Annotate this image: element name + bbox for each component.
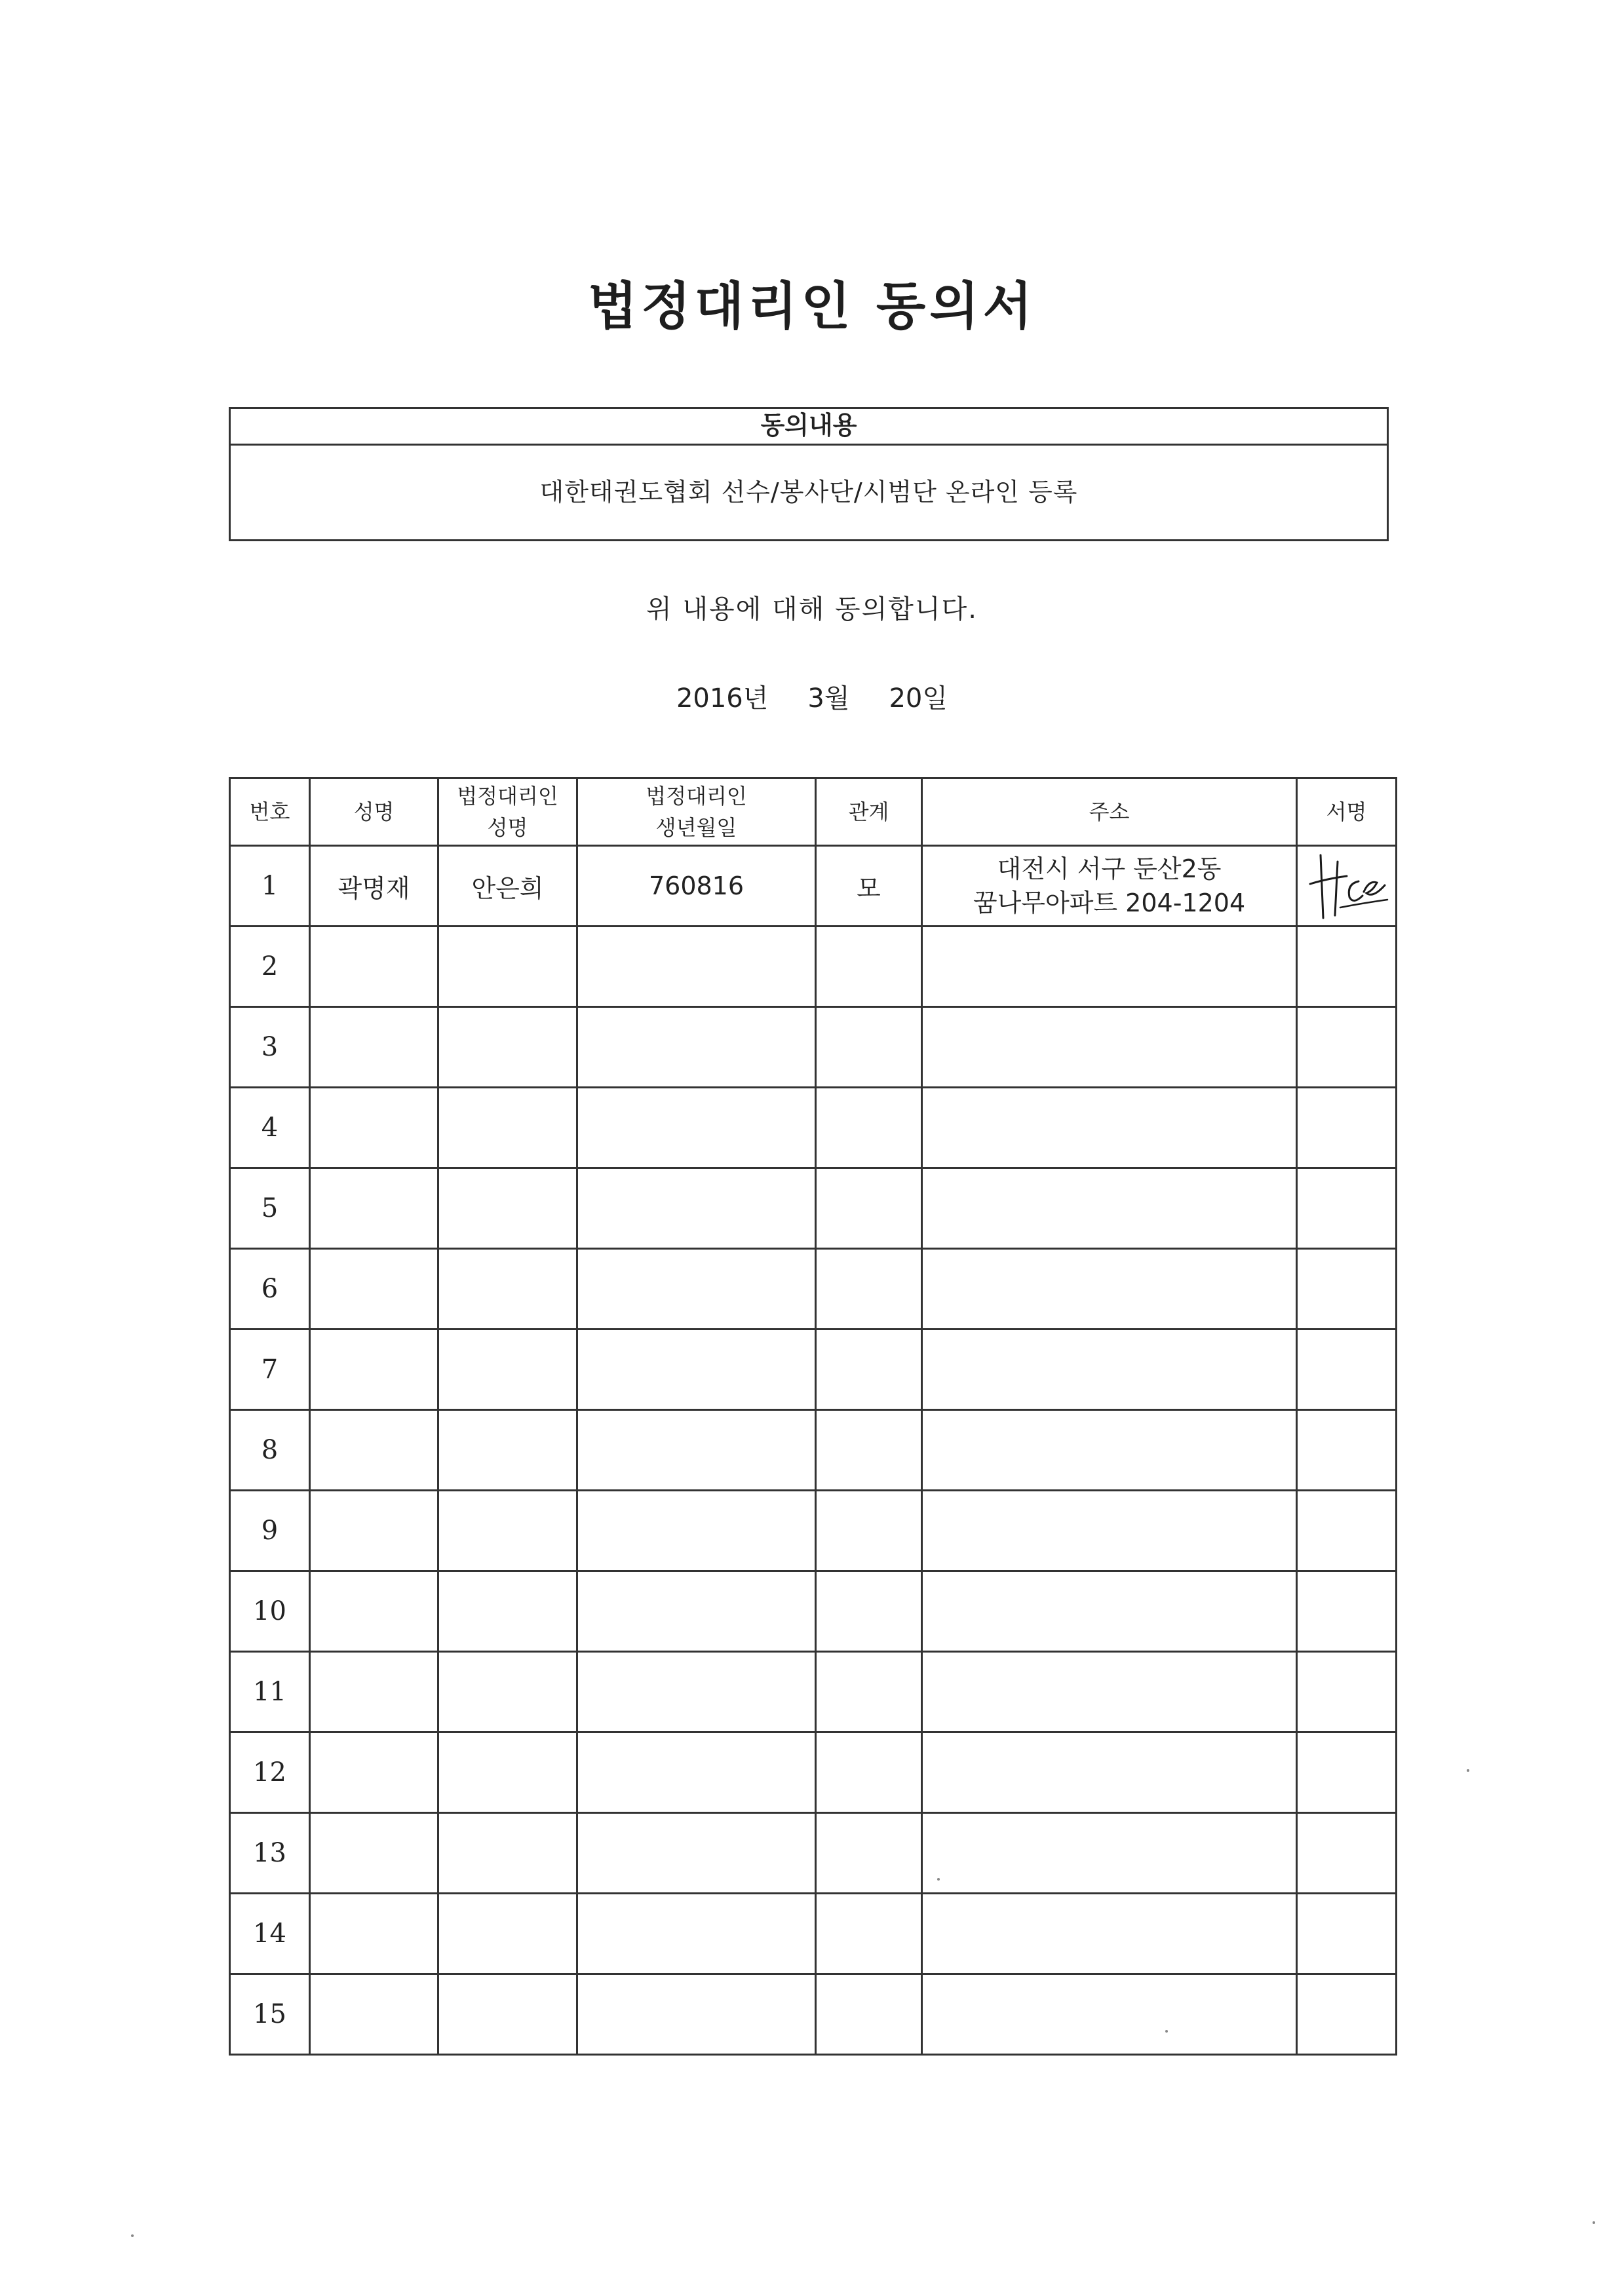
row-guardian-birth — [577, 1007, 816, 1088]
row-signature — [1297, 1330, 1397, 1410]
row-name — [310, 1249, 438, 1330]
row-signature — [1297, 1249, 1397, 1330]
row-relation: 모 — [816, 846, 922, 927]
row-address — [922, 1894, 1297, 1974]
row-name — [310, 1330, 438, 1410]
row-number: 4 — [230, 1088, 310, 1168]
row-relation — [816, 1168, 922, 1249]
row-number: 15 — [230, 1974, 310, 2055]
date-month: 3월 — [807, 683, 850, 714]
row-relation — [816, 1088, 922, 1168]
date-line — [0, 678, 1624, 715]
row-number: 8 — [230, 1410, 310, 1491]
row-relation — [816, 1410, 922, 1491]
row-relation — [816, 1652, 922, 1732]
row-relation — [816, 1491, 922, 1571]
row-name — [310, 1652, 438, 1732]
row-guardian-birth — [577, 1088, 816, 1168]
row-signature — [1297, 1491, 1397, 1571]
row-signature — [1297, 1894, 1397, 1974]
header-name: 성명 — [310, 778, 438, 846]
header-number: 번호 — [230, 778, 310, 846]
row-name — [310, 1974, 438, 2055]
table-row — [230, 1974, 1397, 2055]
page-title: 법정대리인 동의서 — [588, 277, 1036, 336]
row-name — [310, 1168, 438, 1249]
row-number: 2 — [230, 927, 310, 1007]
row-address — [922, 846, 1297, 927]
row-guardian-birth — [577, 1894, 816, 1974]
row-address — [922, 1652, 1297, 1732]
row-relation — [816, 927, 922, 1007]
row-guardian-birth — [577, 1732, 816, 1813]
row-signature — [1297, 1571, 1397, 1652]
row-name — [310, 1894, 438, 1974]
row-guardian-birth — [577, 1410, 816, 1491]
scan-speck — [1467, 1769, 1469, 1772]
row-address — [922, 1974, 1297, 2055]
row-guardian-birth — [577, 1491, 816, 1571]
row-guardian-name — [438, 1410, 577, 1491]
row-guardian-name — [438, 1974, 577, 2055]
header-guardian-name-line2: 성명 — [487, 815, 528, 840]
row-number: 5 — [230, 1168, 310, 1249]
row-name — [310, 1491, 438, 1571]
scan-speck — [937, 1878, 940, 1881]
row-signature — [1297, 1813, 1397, 1894]
row-guardian-birth — [577, 1330, 816, 1410]
row-signature — [1297, 1974, 1397, 2055]
table-row — [230, 846, 1397, 927]
row-number: 9 — [230, 1491, 310, 1571]
row-guardian-birth — [577, 1571, 816, 1652]
row-guardian-name — [438, 1652, 577, 1732]
row-signature — [1297, 1732, 1397, 1813]
table-row — [230, 1088, 1397, 1168]
row-guardian-name — [438, 1571, 577, 1652]
table-row — [230, 1168, 1397, 1249]
row-guardian-name: 안은희 — [438, 846, 577, 927]
row-guardian-name — [438, 927, 577, 1007]
row-guardian-birth: 760816 — [577, 846, 816, 927]
row-name — [310, 1007, 438, 1088]
table-row — [230, 1732, 1397, 1813]
table-row — [230, 1249, 1397, 1330]
row-name — [310, 1732, 438, 1813]
row-number: 6 — [230, 1249, 310, 1330]
consent-body: 대한태권도협회 선수/봉사단/시범단 온라인 등록 — [539, 478, 1078, 507]
row-relation — [816, 1974, 922, 2055]
consent-header: 동의내용 — [231, 409, 1387, 446]
row-name — [310, 927, 438, 1007]
table-row — [230, 1330, 1397, 1410]
row-guardian-name — [438, 1168, 577, 1249]
row-address — [922, 1571, 1297, 1652]
row-address — [922, 1491, 1297, 1571]
scan-speck — [1165, 2030, 1168, 2033]
row-address — [922, 1249, 1297, 1330]
row-address — [922, 1168, 1297, 1249]
row-name: 곽명재 — [310, 846, 438, 927]
header-guardian-birth-line1: 법정대리인 — [646, 784, 747, 809]
header-relation: 관계 — [816, 778, 922, 846]
row-guardian-name — [438, 1491, 577, 1571]
row-number: 1 — [230, 846, 310, 927]
row-relation — [816, 1249, 922, 1330]
scan-speck — [1593, 2221, 1595, 2224]
row-address-line2: 꿈나무아파트 204-1204 — [973, 889, 1246, 917]
row-guardian-birth — [577, 1974, 816, 2055]
table-row — [230, 1410, 1397, 1491]
row-address — [922, 1410, 1297, 1491]
table-row — [230, 1007, 1397, 1088]
row-address — [922, 927, 1297, 1007]
row-address — [922, 1088, 1297, 1168]
scan-speck — [131, 2234, 134, 2237]
row-number: 10 — [230, 1571, 310, 1652]
header-guardian-birth-line2: 생년월일 — [655, 815, 737, 840]
row-signature — [1297, 927, 1397, 1007]
row-guardian-name — [438, 1732, 577, 1813]
row-guardian-name — [438, 1088, 577, 1168]
header-guardian-name — [438, 778, 577, 846]
row-number: 3 — [230, 1007, 310, 1088]
row-name — [310, 1410, 438, 1491]
row-address-line1: 대전시 서구 둔산2동 — [997, 854, 1222, 883]
row-guardian-name — [438, 1249, 577, 1330]
row-signature — [1297, 1168, 1397, 1249]
header-guardian-name-line1: 법정대리인 — [457, 784, 558, 809]
row-name — [310, 1088, 438, 1168]
row-guardian-name — [438, 1813, 577, 1894]
row-number: 7 — [230, 1330, 310, 1410]
row-name — [310, 1813, 438, 1894]
row-signature — [1297, 1088, 1397, 1168]
row-guardian-birth — [577, 1652, 816, 1732]
row-address — [922, 1330, 1297, 1410]
table-row — [230, 1894, 1397, 1974]
row-number: 12 — [230, 1732, 310, 1813]
row-guardian-name — [438, 1894, 577, 1974]
table-row — [230, 927, 1397, 1007]
row-guardian-name — [438, 1330, 577, 1410]
table-header-row — [230, 778, 1397, 846]
row-relation — [816, 1007, 922, 1088]
row-name — [310, 1571, 438, 1652]
row-signature — [1297, 846, 1397, 927]
row-guardian-name — [438, 1007, 577, 1088]
row-guardian-birth — [577, 1168, 816, 1249]
header-address: 주소 — [922, 778, 1297, 846]
table-row — [230, 1571, 1397, 1652]
agree-statement: 위 내용에 대해 동의합니다. — [646, 594, 978, 624]
table-row — [230, 1491, 1397, 1571]
row-address — [922, 1007, 1297, 1088]
registration-table — [229, 777, 1397, 2056]
handwritten-signature-icon — [1301, 850, 1393, 922]
row-address — [922, 1813, 1297, 1894]
row-signature — [1297, 1410, 1397, 1491]
row-address — [922, 1732, 1297, 1813]
row-guardian-birth — [577, 1813, 816, 1894]
header-guardian-birth — [577, 778, 816, 846]
row-relation — [816, 1732, 922, 1813]
row-relation — [816, 1571, 922, 1652]
row-signature — [1297, 1007, 1397, 1088]
date-year: 2016년 — [676, 683, 769, 714]
row-relation — [816, 1330, 922, 1410]
row-relation — [816, 1813, 922, 1894]
row-number: 14 — [230, 1894, 310, 1974]
table-row — [230, 1813, 1397, 1894]
row-guardian-birth — [577, 1249, 816, 1330]
row-number: 11 — [230, 1652, 310, 1732]
row-signature — [1297, 1652, 1397, 1732]
date-day: 20일 — [889, 683, 948, 714]
table-row — [230, 1652, 1397, 1732]
consent-box — [229, 407, 1389, 541]
row-guardian-birth — [577, 927, 816, 1007]
row-relation — [816, 1894, 922, 1974]
header-signature: 서명 — [1297, 778, 1397, 846]
row-number: 13 — [230, 1813, 310, 1894]
